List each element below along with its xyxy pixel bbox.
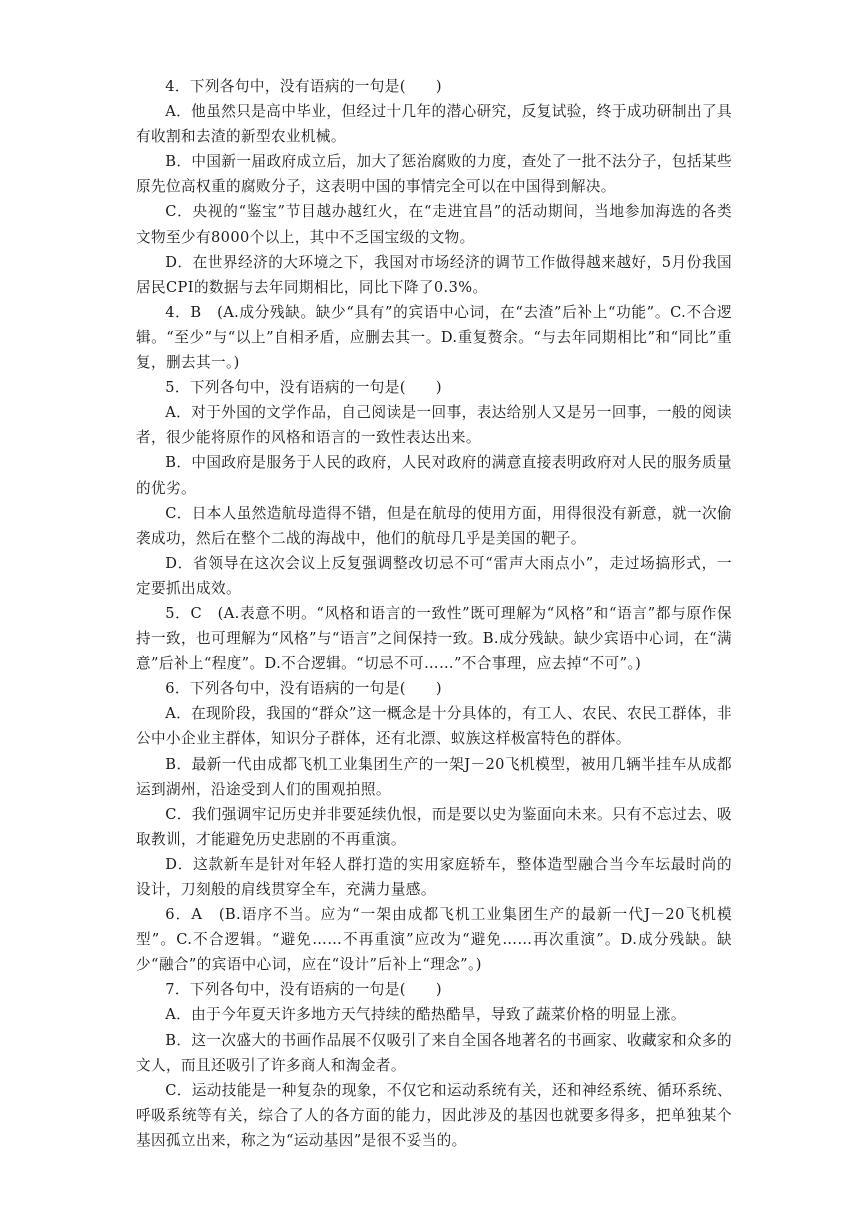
question-4-option-b: B．中国新一届政府成立后，加大了惩治腐败的力度，查处了一批不法分子，包括某些原先位高权重的腐败分子，这表明中国的事情完全可以在中国得到解决。	[136, 153, 732, 196]
question-6-stem: 6．下列各句中，没有语病的一句是( )	[165, 680, 442, 698]
document-body	[136, 74, 732, 1153]
question-5-option-c: C．日本人虽然造航母造得不错，但是在航母的使用方面，用得很没有新意，就一次偷袭成功，然后在整个二战的海战中，他们的航母几乎是美国的靶子。	[136, 504, 732, 547]
question-5-stem: 5．下列各句中，没有语病的一句是( )	[165, 379, 442, 397]
question-5-answer: 5．C (A.表意不明。“风格和语言的一致性”既可理解为“风格”和“语言”都与原作保持一致，也可理解为“风格”与“语言”之间保持一致。B.成分残缺。缺少宾语中心词，在“满意”后补上“程度”。D.不合逻辑。“切忌不可……”不合事理，应去掉“不可”。)	[136, 604, 732, 673]
question-4-stem: 4．下列各句中，没有语病的一句是( )	[165, 78, 442, 95]
question-4-answer: 4．B (A.成分残缺。缺少“具有”的宾语中心词，在“去渣”后补上“功能”。C.不合逻辑。“至少”与“以上”自相矛盾，应删去其一。D.重复赘余。“与去年同期相比”和“同比”重复，删去其一。)	[136, 303, 732, 372]
question-7-option-b: B．这一次盛大的书画作品展不仅吸引了来自全国各地著名的书画家、收藏家和众多的文人，而且还吸引了许多商人和淘金者。	[136, 1031, 732, 1074]
question-5-option-b: B．中国政府是服务于人民的政府，人民对政府的满意直接表明政府对人民的服务质量的优劣。	[136, 454, 732, 497]
question-6-option-a: A．在现阶段，我国的“群众”这一概念是十分具体的，有工人、农民、农民工群体，非公中小企业主群体，知识分子群体，还有北漂、蚁族这样极富特色的群体。	[136, 705, 732, 748]
question-7-option-a: A．由于今年夏天许多地方天气持续的酷热酷旱，导致了蔬菜价格的明显上涨。	[165, 1006, 686, 1024]
question-6-option-c: C．我们强调牢记历史并非要延续仇恨，而是要以史为鉴面向未来。只有不忘过去、吸取教训，才能避免历史悲剧的不再重演。	[136, 805, 732, 848]
question-6-answer: 6．A (B.语序不当。应为“一架由成都飞机工业集团生产的最新一代J－20飞机模型”。C.不合逻辑。“避免……不再重演”应改为“避免……再次重演”。D.成分残缺。缺少“融合”的宾语中心词，应在“设计”后补上“理念”。)	[136, 906, 732, 974]
question-4-option-d: D．在世界经济的大环境之下，我国对市场经济的调节工作做得越来越好，5月份我国居民CPI的数据与去年同期相比，同比下降了0.3%。	[136, 253, 732, 296]
question-5-option-a: A．对于外国的文学作品，自己阅读是一回事，表达给别人又是另一回事，一般的阅读者，很少能将原作的风格和语言的一致性表达出来。	[136, 404, 732, 447]
question-7-stem: 7．下列各句中，没有语病的一句是( )	[165, 981, 442, 999]
question-5-option-d: D．省领导在这次会议上反复强调整改切忌不可“雷声大雨点小”，走过场搞形式，一定要抓出成效。	[136, 554, 732, 597]
question-6-option-d: D．这款新车是针对年轻人群打造的实用家庭轿车，整体造型融合当今车坛最时尚的设计，刀刻般的肩线贯穿全车，充满力量感。	[136, 855, 732, 898]
question-6-option-b: B．最新一代由成都飞机工业集团生产的一架J－20飞机模型，被用几辆半挂车从成都运到湖州，沿途受到人们的围观拍照。	[136, 755, 732, 798]
question-7-option-c: C．运动技能是一种复杂的现象，不仅它和运动系统有关，还和神经系统、循环系统、呼吸系统等有关，综合了人的各方面的能力，因此涉及的基因也就要多得多，把单独某个基因孤立出来，称之为“运动基因”是很不妥当的。	[136, 1081, 732, 1149]
question-4-option-c: C．央视的“鉴宝”节目越办越红火，在“走进宜昌”的活动期间，当地参加海选的各类文物至少有8000个以上，其中不乏国宝级的文物。	[136, 203, 732, 246]
question-4-option-a: A．他虽然只是高中毕业，但经过十几年的潜心研究，反复试验，终于成功研制出了具有收割和去渣的新型农业机械。	[136, 103, 732, 146]
